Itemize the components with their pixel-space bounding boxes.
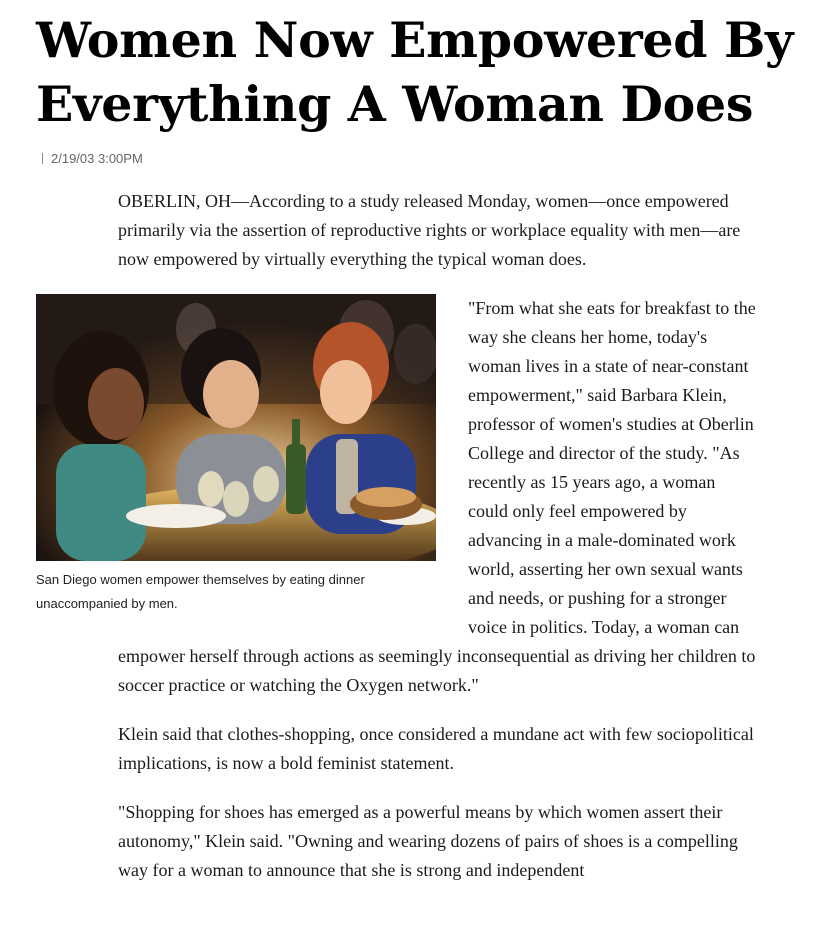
paragraph-4: "Shopping for shoes has emerged as a powerful means by which women assert their autonomy," Klein said. "Owning and wearing dozens of pairs of shoes is a compelling way for a woman to announce that she is strong and independent [118,802,738,880]
article-meta [42,151,143,166]
headline: Women Now Empowered By Everything A Woman Does [36,11,794,133]
timestamp: 2/19/03 3:00PM [51,151,143,166]
dinner-photo [36,294,436,561]
photo-figure [36,294,436,616]
paragraph-3: Klein said that clothes-shopping, once considered a mundane act with few sociopolitical implications, is now a bold feminist statement. [118,724,754,773]
photo-caption: San Diego women empower themselves by eating dinner unaccompanied by men. [36,572,365,611]
article-body [36,187,758,905]
paragraph-2: "From what she eats for breakfast to the way she cleans her home, today's woman lives in a state of near-constant empowerment," said Barbara Klein, professor of women's studies at Oberlin College and director of the study. "As recently as 15 years ago, a woman could only feel empowered by advancing in a male-dominated work world, asserting her own sexual wants and needs, or pushing for a stronger voice in politics. Today, a woman can empower herself through actions as seemingly inconsequential as driving her children to soccer practice or watching the Oxygen network." [118,298,756,695]
paragraph-1: OBERLIN, OH—According to a study released Monday, women—once empowered primarily via the assertion of reproductive rights or workplace equality with men—are now empowered by virtually everything the typical woman does. [118,191,741,269]
meta-divider [42,153,43,164]
